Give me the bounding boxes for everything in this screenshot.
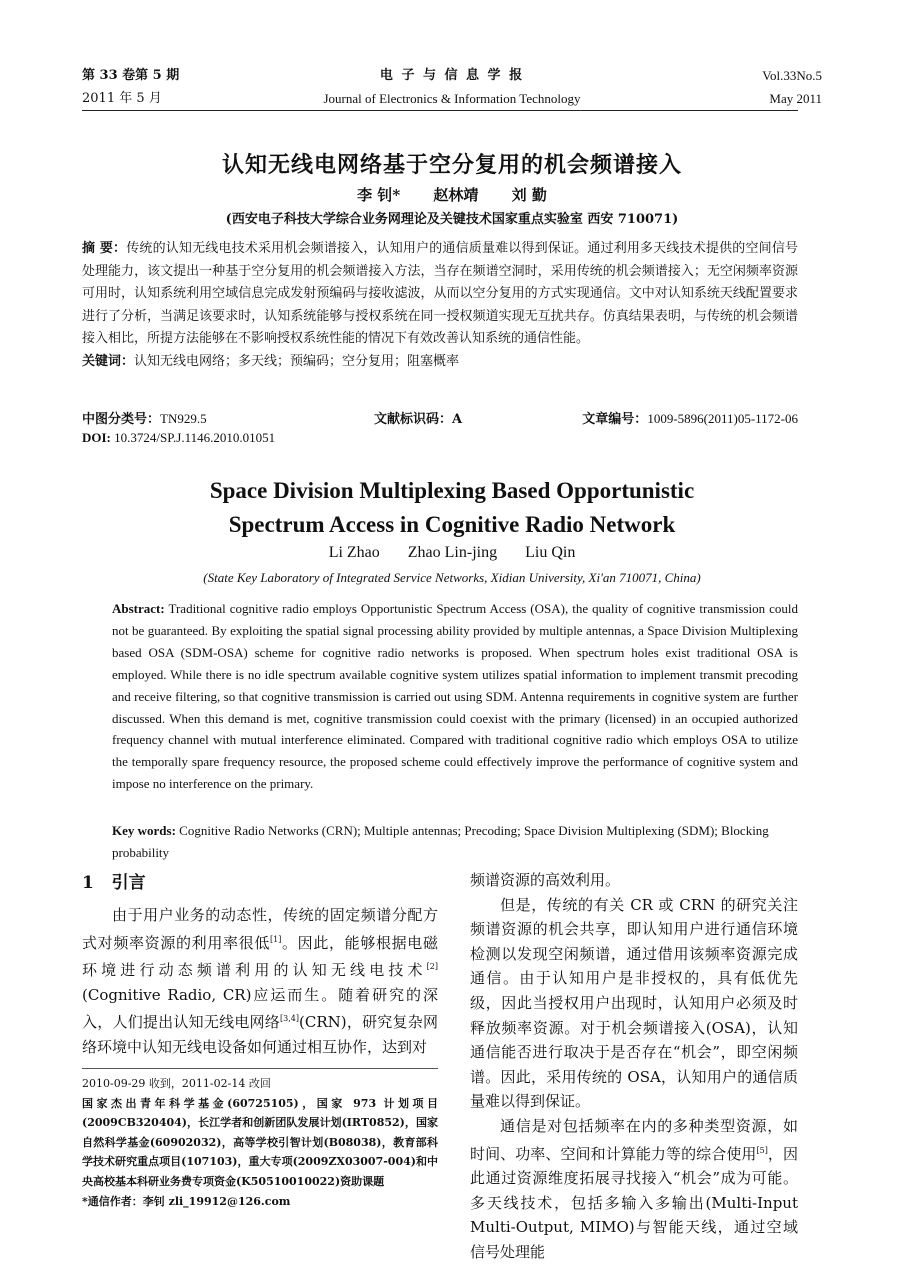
clc-label: 中图分类号：: [82, 412, 161, 427]
paper-title-en-line: Spectrum Access in Cognitive Radio Network: [228, 512, 676, 537]
paragraph: 但是，传统的有关 CR 或 CRN 的研究关注频谱资源的机会共享，即认知用户进行通信环境检测以发现空闲频谱，通过借用该频率资源完成通信。由于认知用户是非授权的，具有低优先级，因此当授权用户出现时，认知用户必须及时释放频率资源。对于机会频谱接入(OSA)，认知通信能否进行取决于是否存在“机会”，即空闲频谱。因此，采用传统的 OSA，认知用户的通信质量难以得到保证。: [470, 895, 798, 1111]
paragraph: 频谱资源的高效利用。: [470, 871, 621, 889]
authors-cn: [0, 184, 904, 205]
affiliation-en: (State Key Laboratory of Integrated Service Networks, Xidian University, Xi'an 710071, China): [203, 570, 701, 585]
volume-issue-en: Vol.33No.5: [762, 68, 822, 83]
keywords-cn-label: 关键词：: [82, 353, 135, 369]
left-column: [82, 903, 438, 1060]
article-label: 文章编号：: [582, 412, 648, 427]
author-en: Liu Qin: [525, 544, 576, 561]
affiliation-cn: (西安电子科技大学综合业务网理论及关键技术国家重点实验室 西安 710071): [225, 212, 679, 227]
author-en: Li Zhao: [328, 544, 380, 561]
doi-label: DOI:: [82, 430, 111, 445]
doi: [82, 430, 275, 446]
document-code: [374, 408, 462, 427]
text-run: ，因此通过资源维度拓展寻找接入“机会”成为可能。多天线技术，包括多输入多输出(Multi-Input Multi-Output, MIMO)与智能天线，通过空域信号处理能: [470, 1144, 798, 1261]
abstract-cn-label: 摘 要：: [82, 241, 127, 256]
keywords-cn-text: 认知无线电网络；多天线；预编码；空分复用；阻塞概率: [134, 353, 460, 369]
footnote-funding: 国家杰出青年科学基金(60725105)，国家 973 计划项目(2009CB320404)，长江学者和创新团队发展计划(IRT0852)，国家自然科学基金(60902032)，高等学校引智计划(B08038)，教育部科学技术研究重点项目(107103)，重大专项(2009ZX03007-004)和中央高校基本科研业务费专项资金(K50510010022)资助课题: [82, 1096, 438, 1188]
clc-code: [82, 408, 207, 427]
journal-name-en: Journal of Electronics & Information Technology: [323, 91, 581, 106]
text-run: (Cognitive Radio, CR)应运而生。随着研究的深入，人们提出认知无线电网络: [82, 985, 438, 1032]
authors-en: [0, 544, 904, 562]
doc-label: 文献标识码：: [374, 412, 453, 427]
article-value: 1009-5896(2011)05-1172-06: [647, 411, 798, 426]
author-cn: 赵林靖: [433, 186, 479, 204]
keywords-en-label: Key words:: [112, 823, 176, 838]
date-cn: 2011 年 5 月: [82, 91, 162, 106]
abstract-en: [112, 598, 798, 795]
text-run: 通信是对包括频率在内的多种类型资源，如时间、功率、空间和计算能力等的综合使用: [470, 1116, 798, 1163]
citation: [5]: [756, 1145, 768, 1155]
classification-row: [82, 408, 798, 428]
section-number: 1: [82, 873, 94, 893]
clc-value: TN929.5: [160, 411, 207, 426]
keywords-cn: [82, 351, 798, 374]
section-heading: [82, 868, 146, 893]
doi-value: 10.3724/SP.J.1146.2010.01051: [114, 430, 276, 445]
date-en: May 2011: [769, 91, 822, 106]
abstract-cn: [82, 238, 798, 373]
article-number: [582, 408, 798, 427]
paper-title-en-line: Space Division Multiplexing Based Opportunistic: [209, 478, 695, 503]
keywords-en: [112, 820, 798, 864]
abstract-en-label: Abstract:: [112, 601, 165, 616]
citation: [1]: [269, 934, 282, 944]
abstract-cn-text: 传统的认知无线电技术采用机会频谱接入，认知用户的通信质量难以得到保证。通过利用多天线技术提供的空间信号处理能力，该文提出一种基于空分复用的机会频谱接入方法，当存在频谱空洞时，采用传统的机会频谱接入；无空闲频率资源可用时，认知系统利用空域信息完成发射预编码与接收滤波，从而以空分复用的方式实现通信。文中对认知系统天线配置要求进行了分析，当满足该要求时，认知系统能够与授权系统在同一授权频道实现无互扰共存。仿真结果表明，与传统的机会频谱接入相比，所提方法能够在不影响授权系统性能的情况下有效改善认知系统的通信性能。: [82, 241, 798, 346]
text-run: 由于用户业务的动态性，传统的固定频谱分配方式对频率资源的利用率很低: [82, 906, 438, 952]
footnote: [82, 1074, 438, 1211]
paragraph: [82, 903, 438, 1060]
author-cn: 刘 勤: [511, 186, 547, 204]
abstract-en-text: Traditional cognitive radio employs Opportunistic Spectrum Access (OSA), the quality of cognitive transmission could not be guaranteed. By exploiting the spatial signal processing ability provided by multiple antennas, a Space Division Multiplexing based OSA (SDM-OSA) scheme for cognitive radio networks is proposed. When spectrum holes exist traditional OSA is employed. While there is no idle spectrum available cognitive system utilizes spatial information to implement transmit precoding and receive filtering, so that cognitive transmission is carried out using SDM. Antenna requirements in cognitive system are further discussed. When this demand is met, cognitive transmission could coexist with the primary (licensed) in an occupied authorized frequency channel with mutual interference eliminated. Compared with traditional cognitive radio which employs OSA to utilize the temporally spare frequency resource, the proposed scheme could effectively improve the performance of cognitive system and impose no interference on the primary.: [112, 601, 798, 792]
footnote-received: 2010-09-29 收到，2011-02-14 改回: [82, 1077, 271, 1090]
paper-title-en: [0, 474, 904, 542]
citation: [3,4]: [280, 1014, 299, 1024]
header-rule: [82, 110, 798, 111]
keywords-en-text: Cognitive Radio Networks (CRN); Multiple antennas; Precoding; Space Division Multiplexing (SDM); Blocking probability: [112, 823, 769, 860]
section-title: 引言: [111, 873, 146, 893]
volume-issue-cn: 第 33 卷第 5 期: [82, 68, 180, 83]
doc-value: A: [452, 412, 463, 427]
author-en: Zhao Lin-jing: [407, 544, 498, 561]
author-cn: 李 钊*: [357, 186, 401, 204]
text-run: 。因此，能够根据电磁环境进行动态频谱利用的认知无线电技术: [82, 933, 438, 980]
footnote-contact: *通信作者：李钊 zli_19912@126.com: [82, 1194, 291, 1208]
footnote-rule: [82, 1068, 438, 1069]
paragraph: [470, 1114, 798, 1265]
citation: [2]: [426, 962, 438, 972]
text-run: (CRN)，研究复杂网络环境中认知无线电设备如何通过相互协作，达到对: [82, 1013, 438, 1056]
journal-name-cn: 电 子 与 信 息 学 报: [379, 68, 525, 83]
paper-title-cn: 认知无线电网络基于空分复用的机会频谱接入: [221, 152, 682, 178]
right-column: [470, 868, 798, 1265]
